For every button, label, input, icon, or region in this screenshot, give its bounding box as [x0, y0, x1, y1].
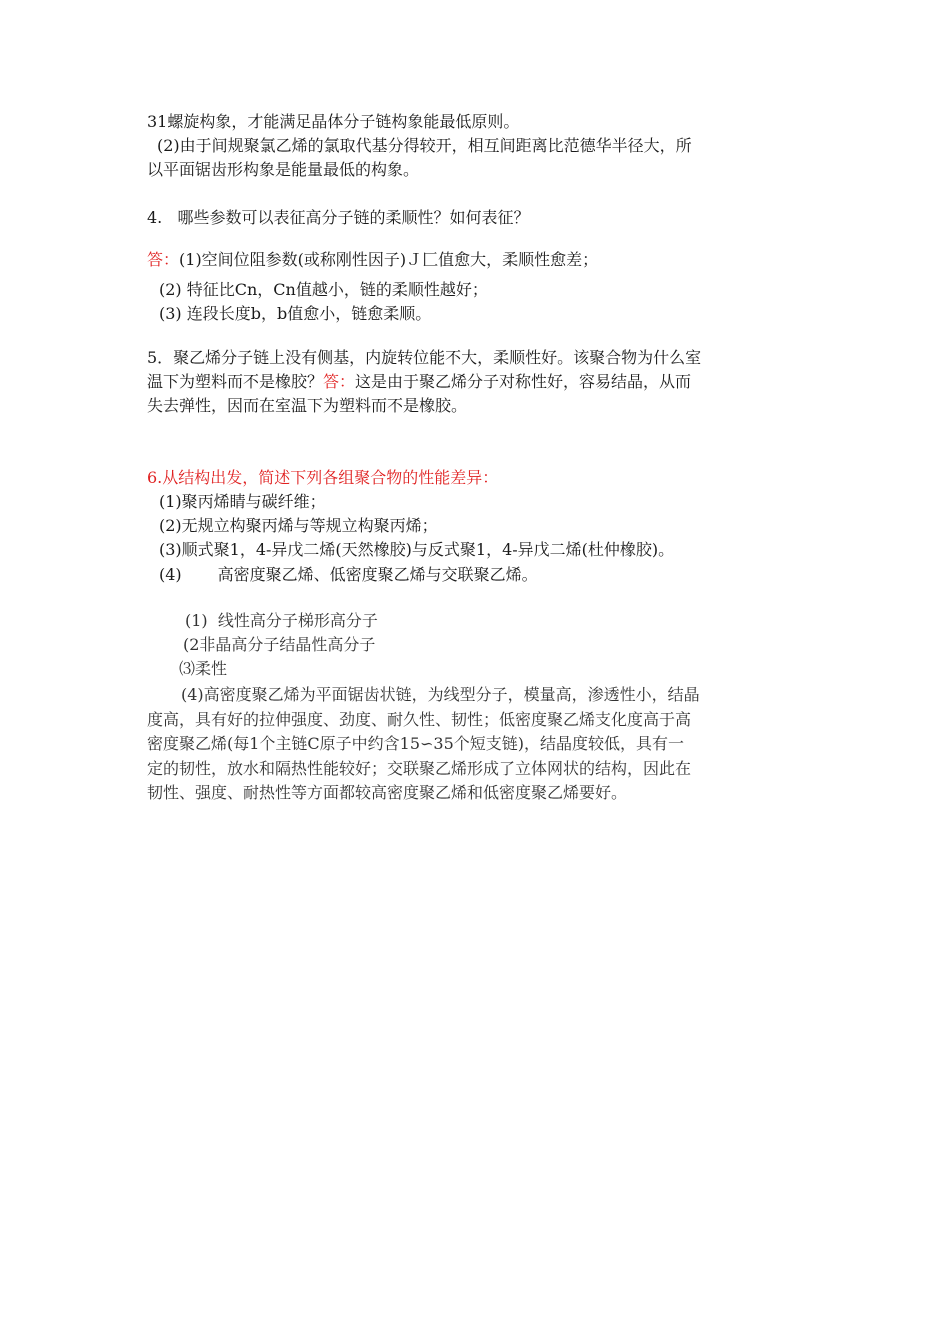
q6-answer-4-line-5: 韧性、强度、耐热性等方面都较高密度聚乙烯和低密度聚乙烯要好。 — [147, 783, 628, 802]
q6-answer-3: ⑶柔性 — [179, 659, 228, 678]
q6-answer-1: (1) 线性高分子梯形高分子 — [185, 611, 378, 630]
question-5-line-2 — [147, 370, 691, 394]
q6-answer-4-line-2: 度高，具有好的拉伸强度、劲度、耐久性、韧性；低密度聚乙烯支化度高于高 — [147, 710, 692, 729]
q6-item-3: (3)顺式聚1，4-异戊二烯(天然橡胶)与反式聚1，4-异戊二烯(杜仲橡胶)。 — [159, 540, 675, 559]
q4-answer-text-1: (1)空间位阻参数(或称刚性因子)Ｊ匚值愈大，柔顺性愈差； — [179, 250, 599, 269]
q5-answer-line-3: 失去弹性，因而在室温下为塑料而不是橡胶。 — [147, 396, 468, 415]
q6-item-1: (1)聚丙烯睛与碳纤维； — [159, 492, 326, 511]
q5-answer-text: 这是由于聚乙烯分子对称性好，容易结晶，从而 — [355, 372, 692, 391]
q6-item-4 — [159, 563, 538, 587]
q5-question-end: 温下为塑料而不是橡胶？ — [147, 372, 324, 391]
answer-label: 答： — [323, 372, 356, 391]
prev-continuation-line-2: (2)由于间规聚氯乙烯的氯取代基分得较开，相互间距离比范德华半径大，所 — [157, 136, 692, 155]
prev-continuation-line-1: 31螺旋构象，才能满足晶体分子链构象能最低原则。 — [147, 112, 520, 131]
q6-item-4-text: 高密度聚乙烯、低密度聚乙烯与交联聚乙烯。 — [217, 565, 538, 584]
q4-answer-line-2: (2) 特征比Cn，Cn值越小，链的柔顺性越好； — [159, 280, 488, 299]
question-6-heading: 6.从结构出发，简述下列各组聚合物的性能差异： — [147, 468, 499, 487]
q6-item-2: (2)无规立构聚丙烯与等规立构聚丙烯； — [159, 516, 438, 535]
q4-answer-line-3: (3) 连段长度b，b值愈小，链愈柔顺。 — [159, 304, 432, 323]
answer-label: 答： — [147, 250, 180, 269]
q6-answer-4-line-4: 定的韧性，放水和隔热性能较好；交联聚乙烯形成了立体网状的结构，因此在 — [147, 759, 692, 778]
question-5-line-1: 5．聚乙烯分子链上没有侧基，内旋转位能不大，柔顺性好。该聚合物为什么室 — [147, 348, 702, 367]
q6-answer-4-line-3: 密度聚乙烯(每1个主链C原子中约含15∽35个短支链)，结晶度较低，具有一 — [147, 734, 685, 753]
question-4: 4. 哪些参数可以表征高分子链的柔顺性？如何表征？ — [147, 208, 530, 227]
prev-continuation-line-3: 以平面锯齿形构象是能量最低的构象。 — [147, 160, 420, 179]
q6-answer-4-line-1: (4)高密度聚乙烯为平面锯齿状链，为线型分子，模量高，渗透性小，结晶 — [181, 685, 700, 704]
q6-item-4-number: (4) — [159, 565, 182, 584]
q4-answer-line-1 — [147, 248, 598, 272]
q6-answer-2: (2非晶高分子结晶性高分子 — [183, 635, 376, 654]
